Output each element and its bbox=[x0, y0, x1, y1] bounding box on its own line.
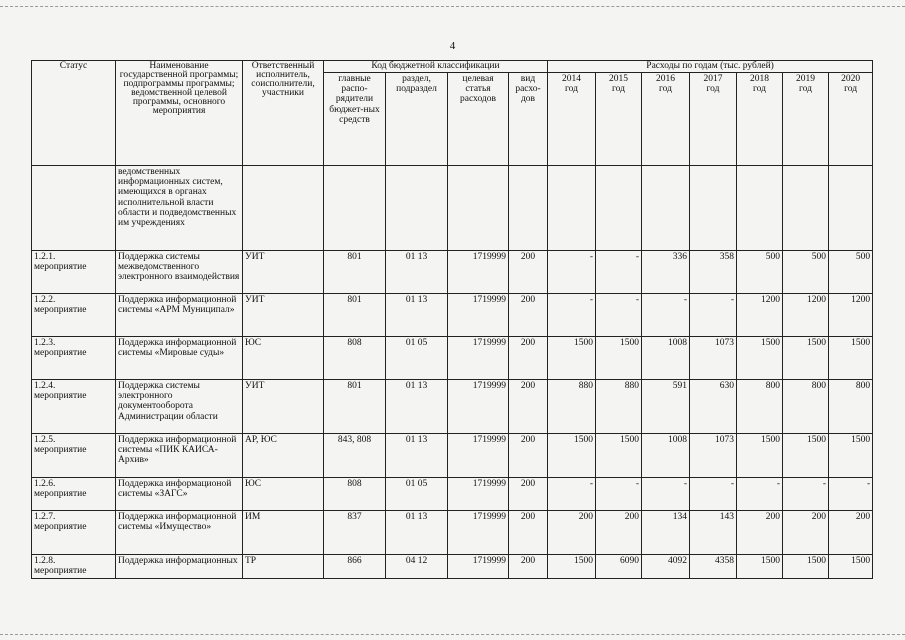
code-type-cell: 200 bbox=[509, 555, 548, 579]
code-section-cell: 01 13 bbox=[386, 380, 448, 434]
status-cell bbox=[32, 380, 116, 434]
header-year-2014 bbox=[548, 73, 596, 166]
code-main-cell: 843, 808 bbox=[324, 434, 386, 478]
responsible-cell: УИТ bbox=[243, 251, 324, 294]
scan-edge-top bbox=[0, 6, 905, 7]
value-2017: 630 bbox=[690, 380, 737, 434]
value-2015: 200 bbox=[596, 511, 642, 555]
cell-empty bbox=[548, 166, 596, 251]
code-type-cell: 200 bbox=[509, 478, 548, 511]
value-2014: 1500 bbox=[548, 434, 596, 478]
code-section-cell: 01 05 bbox=[386, 337, 448, 380]
code-section-cell: 01 13 bbox=[386, 294, 448, 337]
table-row bbox=[32, 511, 873, 555]
value-2018: - bbox=[737, 478, 783, 511]
row-code: 1.2.4. bbox=[34, 381, 56, 391]
status-cell bbox=[32, 434, 116, 478]
value-2017: 4358 bbox=[690, 555, 737, 579]
value-2020: - bbox=[829, 478, 873, 511]
header-year-2016 bbox=[642, 73, 690, 166]
value-2020: 1500 bbox=[829, 434, 873, 478]
value-2016: 1008 bbox=[642, 337, 690, 380]
code-type-cell: 200 bbox=[509, 251, 548, 294]
value-2014: 200 bbox=[548, 511, 596, 555]
code-type-cell: 200 bbox=[509, 434, 548, 478]
value-2020: 200 bbox=[829, 511, 873, 555]
value-2020: 500 bbox=[829, 251, 873, 294]
responsible-cell: АР, ЮС bbox=[243, 434, 324, 478]
code-type-cell: 200 bbox=[509, 511, 548, 555]
row-code: 1.2.3. bbox=[34, 338, 56, 348]
value-2018: 1500 bbox=[737, 434, 783, 478]
year-unit: год bbox=[612, 84, 625, 95]
status-cell bbox=[32, 511, 116, 555]
row-status: мероприятие bbox=[34, 391, 87, 402]
continuation-row bbox=[32, 166, 873, 251]
value-2018: 800 bbox=[737, 380, 783, 434]
value-2016: 336 bbox=[642, 251, 690, 294]
page-number: 4 bbox=[449, 40, 456, 52]
value-2016: 134 bbox=[642, 511, 690, 555]
header-status: Статус bbox=[32, 61, 116, 166]
cell-empty bbox=[783, 166, 829, 251]
status-cell bbox=[32, 251, 116, 294]
row-code: 1.2.2. bbox=[34, 295, 56, 305]
value-2019: - bbox=[783, 478, 829, 511]
value-2017: - bbox=[690, 478, 737, 511]
header-year-2018 bbox=[737, 73, 783, 166]
code-section-cell: 01 13 bbox=[386, 511, 448, 555]
code-article-cell: 1719999 bbox=[448, 251, 509, 294]
row-status: мероприятие bbox=[34, 305, 87, 316]
cell-empty bbox=[737, 166, 783, 251]
header-name: Наименование государственной программы; подпрограммы программы; ведомственной целевой программы, основного мероприятия bbox=[116, 61, 243, 166]
value-2018: 200 bbox=[737, 511, 783, 555]
value-2018: 1500 bbox=[737, 337, 783, 380]
name-cell: Поддержка информационой системы «ЗАГС» bbox=[116, 478, 243, 511]
scan-edge-bottom bbox=[0, 634, 905, 635]
responsible-cell: ЮС bbox=[243, 478, 324, 511]
code-section-cell: 01 13 bbox=[386, 434, 448, 478]
header-year-2017 bbox=[690, 73, 737, 166]
name-cell: Поддержка информационной системы «Мировые суды» bbox=[116, 337, 243, 380]
code-article-cell: 1719999 bbox=[448, 434, 509, 478]
row-status: мероприятие bbox=[34, 262, 87, 273]
value-2016: - bbox=[642, 478, 690, 511]
value-2015: 6090 bbox=[596, 555, 642, 579]
cell-empty bbox=[243, 166, 324, 251]
code-article-cell: 1719999 bbox=[448, 294, 509, 337]
table-row bbox=[32, 337, 873, 380]
header-year-2019 bbox=[783, 73, 829, 166]
code-article-cell: 1719999 bbox=[448, 511, 509, 555]
row-code: 1.2.6. bbox=[34, 479, 56, 489]
header-code-article: целевая статья расходов bbox=[448, 73, 509, 166]
value-2019: 800 bbox=[783, 380, 829, 434]
value-2018: 1200 bbox=[737, 294, 783, 337]
year-label: 2014 bbox=[562, 74, 582, 84]
value-2017: 143 bbox=[690, 511, 737, 555]
year-unit: год bbox=[659, 84, 672, 95]
value-2014: 1500 bbox=[548, 555, 596, 579]
code-article-cell: 1719999 bbox=[448, 478, 509, 511]
code-article-cell: 1719999 bbox=[448, 380, 509, 434]
cell-empty bbox=[386, 166, 448, 251]
header-year-2020 bbox=[829, 73, 873, 166]
header-responsible: Ответственный исполнитель, соисполнители, участники bbox=[243, 61, 324, 166]
value-2018: 1500 bbox=[737, 555, 783, 579]
header-code-type: вид расхо-дов bbox=[509, 73, 548, 166]
year-label: 2017 bbox=[703, 74, 723, 84]
value-2017: 358 bbox=[690, 251, 737, 294]
name-cell: Поддержка информационной системы «Имущество» bbox=[116, 511, 243, 555]
value-2014: 880 bbox=[548, 380, 596, 434]
year-label: 2020 bbox=[841, 74, 861, 84]
responsible-cell: УИТ bbox=[243, 294, 324, 337]
row-status: мероприятие bbox=[34, 348, 87, 359]
name-cell: Поддержка информационных bbox=[116, 555, 243, 579]
cell-empty bbox=[829, 166, 873, 251]
value-2020: 800 bbox=[829, 380, 873, 434]
code-type-cell: 200 bbox=[509, 380, 548, 434]
cell-empty bbox=[324, 166, 386, 251]
row-status: мероприятие bbox=[34, 522, 87, 533]
value-2016: 1008 bbox=[642, 434, 690, 478]
year-label: 2015 bbox=[609, 74, 629, 84]
value-2019: 1200 bbox=[783, 294, 829, 337]
value-2014: 1500 bbox=[548, 337, 596, 380]
year-label: 2016 bbox=[656, 74, 676, 84]
year-unit: год bbox=[799, 84, 812, 95]
cell-empty bbox=[642, 166, 690, 251]
responsible-cell: УИТ bbox=[243, 380, 324, 434]
continuation-name: ведомственных информационных систем, имеющихся в органах исполнительной власти области и подведомственных им учреждениях bbox=[116, 166, 243, 251]
header-budget-code-group: Код бюджетной классификации bbox=[324, 61, 548, 73]
code-main-cell: 866 bbox=[324, 555, 386, 579]
value-2015: 1500 bbox=[596, 337, 642, 380]
code-type-cell: 200 bbox=[509, 294, 548, 337]
header-year-2015 bbox=[596, 73, 642, 166]
value-2020: 1200 bbox=[829, 294, 873, 337]
row-code: 1.2.1. bbox=[34, 252, 56, 262]
header-code-section: раздел, подраздел bbox=[386, 73, 448, 166]
value-2016: - bbox=[642, 294, 690, 337]
code-main-cell: 837 bbox=[324, 511, 386, 555]
table-row bbox=[32, 294, 873, 337]
row-code: 1.2.5. bbox=[34, 435, 56, 445]
value-2015: - bbox=[596, 478, 642, 511]
header-code-main: главные распо-рядители бюджет-ных средств bbox=[324, 73, 386, 166]
name-cell: Поддержка информационной системы «ПИК КАИСА-Архив» bbox=[116, 434, 243, 478]
value-2019: 1500 bbox=[783, 434, 829, 478]
value-2019: 1500 bbox=[783, 337, 829, 380]
value-2016: 591 bbox=[642, 380, 690, 434]
name-cell: Поддержка информационной системы «АРМ Муниципал» bbox=[116, 294, 243, 337]
header-row-1 bbox=[32, 61, 873, 73]
cell-empty bbox=[690, 166, 737, 251]
value-2020: 1500 bbox=[829, 555, 873, 579]
code-article-cell: 1719999 bbox=[448, 555, 509, 579]
status-cell bbox=[32, 555, 116, 579]
row-code: 1.2.8. bbox=[34, 556, 56, 566]
value-2017: 1073 bbox=[690, 434, 737, 478]
value-2017: 1073 bbox=[690, 337, 737, 380]
value-2019: 200 bbox=[783, 511, 829, 555]
table-row bbox=[32, 434, 873, 478]
value-2017: - bbox=[690, 294, 737, 337]
code-article-cell: 1719999 bbox=[448, 337, 509, 380]
status-cell bbox=[32, 337, 116, 380]
name-cell: Поддержка системы электронного документооборота Администрации области bbox=[116, 380, 243, 434]
year-unit: год bbox=[565, 84, 578, 95]
code-main-cell: 801 bbox=[324, 380, 386, 434]
value-2018: 500 bbox=[737, 251, 783, 294]
row-status: мероприятие bbox=[34, 566, 87, 577]
status-cell bbox=[32, 478, 116, 511]
responsible-cell: ТР bbox=[243, 555, 324, 579]
cell-empty bbox=[509, 166, 548, 251]
value-2015: 1500 bbox=[596, 434, 642, 478]
budget-table bbox=[31, 60, 873, 579]
row-code: 1.2.7. bbox=[34, 512, 56, 522]
code-section-cell: 01 13 bbox=[386, 251, 448, 294]
year-unit: год bbox=[706, 84, 720, 95]
year-label: 2018 bbox=[750, 74, 770, 84]
value-2014: - bbox=[548, 251, 596, 294]
value-2016: 4092 bbox=[642, 555, 690, 579]
cell-empty bbox=[448, 166, 509, 251]
table-row bbox=[32, 555, 873, 579]
header-expenses-group: Расходы по годам (тыс. рублей) bbox=[548, 61, 873, 73]
value-2015: - bbox=[596, 251, 642, 294]
value-2020: 1500 bbox=[829, 337, 873, 380]
code-main-cell: 801 bbox=[324, 294, 386, 337]
name-cell: Поддержка системы межведомственного электронного взаимодействия bbox=[116, 251, 243, 294]
status-cell bbox=[32, 294, 116, 337]
table-row bbox=[32, 380, 873, 434]
value-2015: 880 bbox=[596, 380, 642, 434]
table-row bbox=[32, 251, 873, 294]
value-2019: 500 bbox=[783, 251, 829, 294]
value-2019: 1500 bbox=[783, 555, 829, 579]
cell-empty bbox=[596, 166, 642, 251]
value-2014: - bbox=[548, 478, 596, 511]
code-main-cell: 808 bbox=[324, 478, 386, 511]
year-unit: год bbox=[753, 84, 766, 95]
code-main-cell: 801 bbox=[324, 251, 386, 294]
value-2014: - bbox=[548, 294, 596, 337]
year-unit: год bbox=[844, 84, 858, 95]
table-row bbox=[32, 478, 873, 511]
year-label: 2019 bbox=[796, 74, 816, 84]
code-main-cell: 808 bbox=[324, 337, 386, 380]
responsible-cell: ИМ bbox=[243, 511, 324, 555]
row-status: мероприятие bbox=[34, 489, 87, 500]
code-type-cell: 200 bbox=[509, 337, 548, 380]
row-status: мероприятие bbox=[34, 445, 87, 456]
cell-empty bbox=[32, 166, 116, 251]
code-section-cell: 01 05 bbox=[386, 478, 448, 511]
code-section-cell: 04 12 bbox=[386, 555, 448, 579]
value-2015: - bbox=[596, 294, 642, 337]
responsible-cell: ЮС bbox=[243, 337, 324, 380]
